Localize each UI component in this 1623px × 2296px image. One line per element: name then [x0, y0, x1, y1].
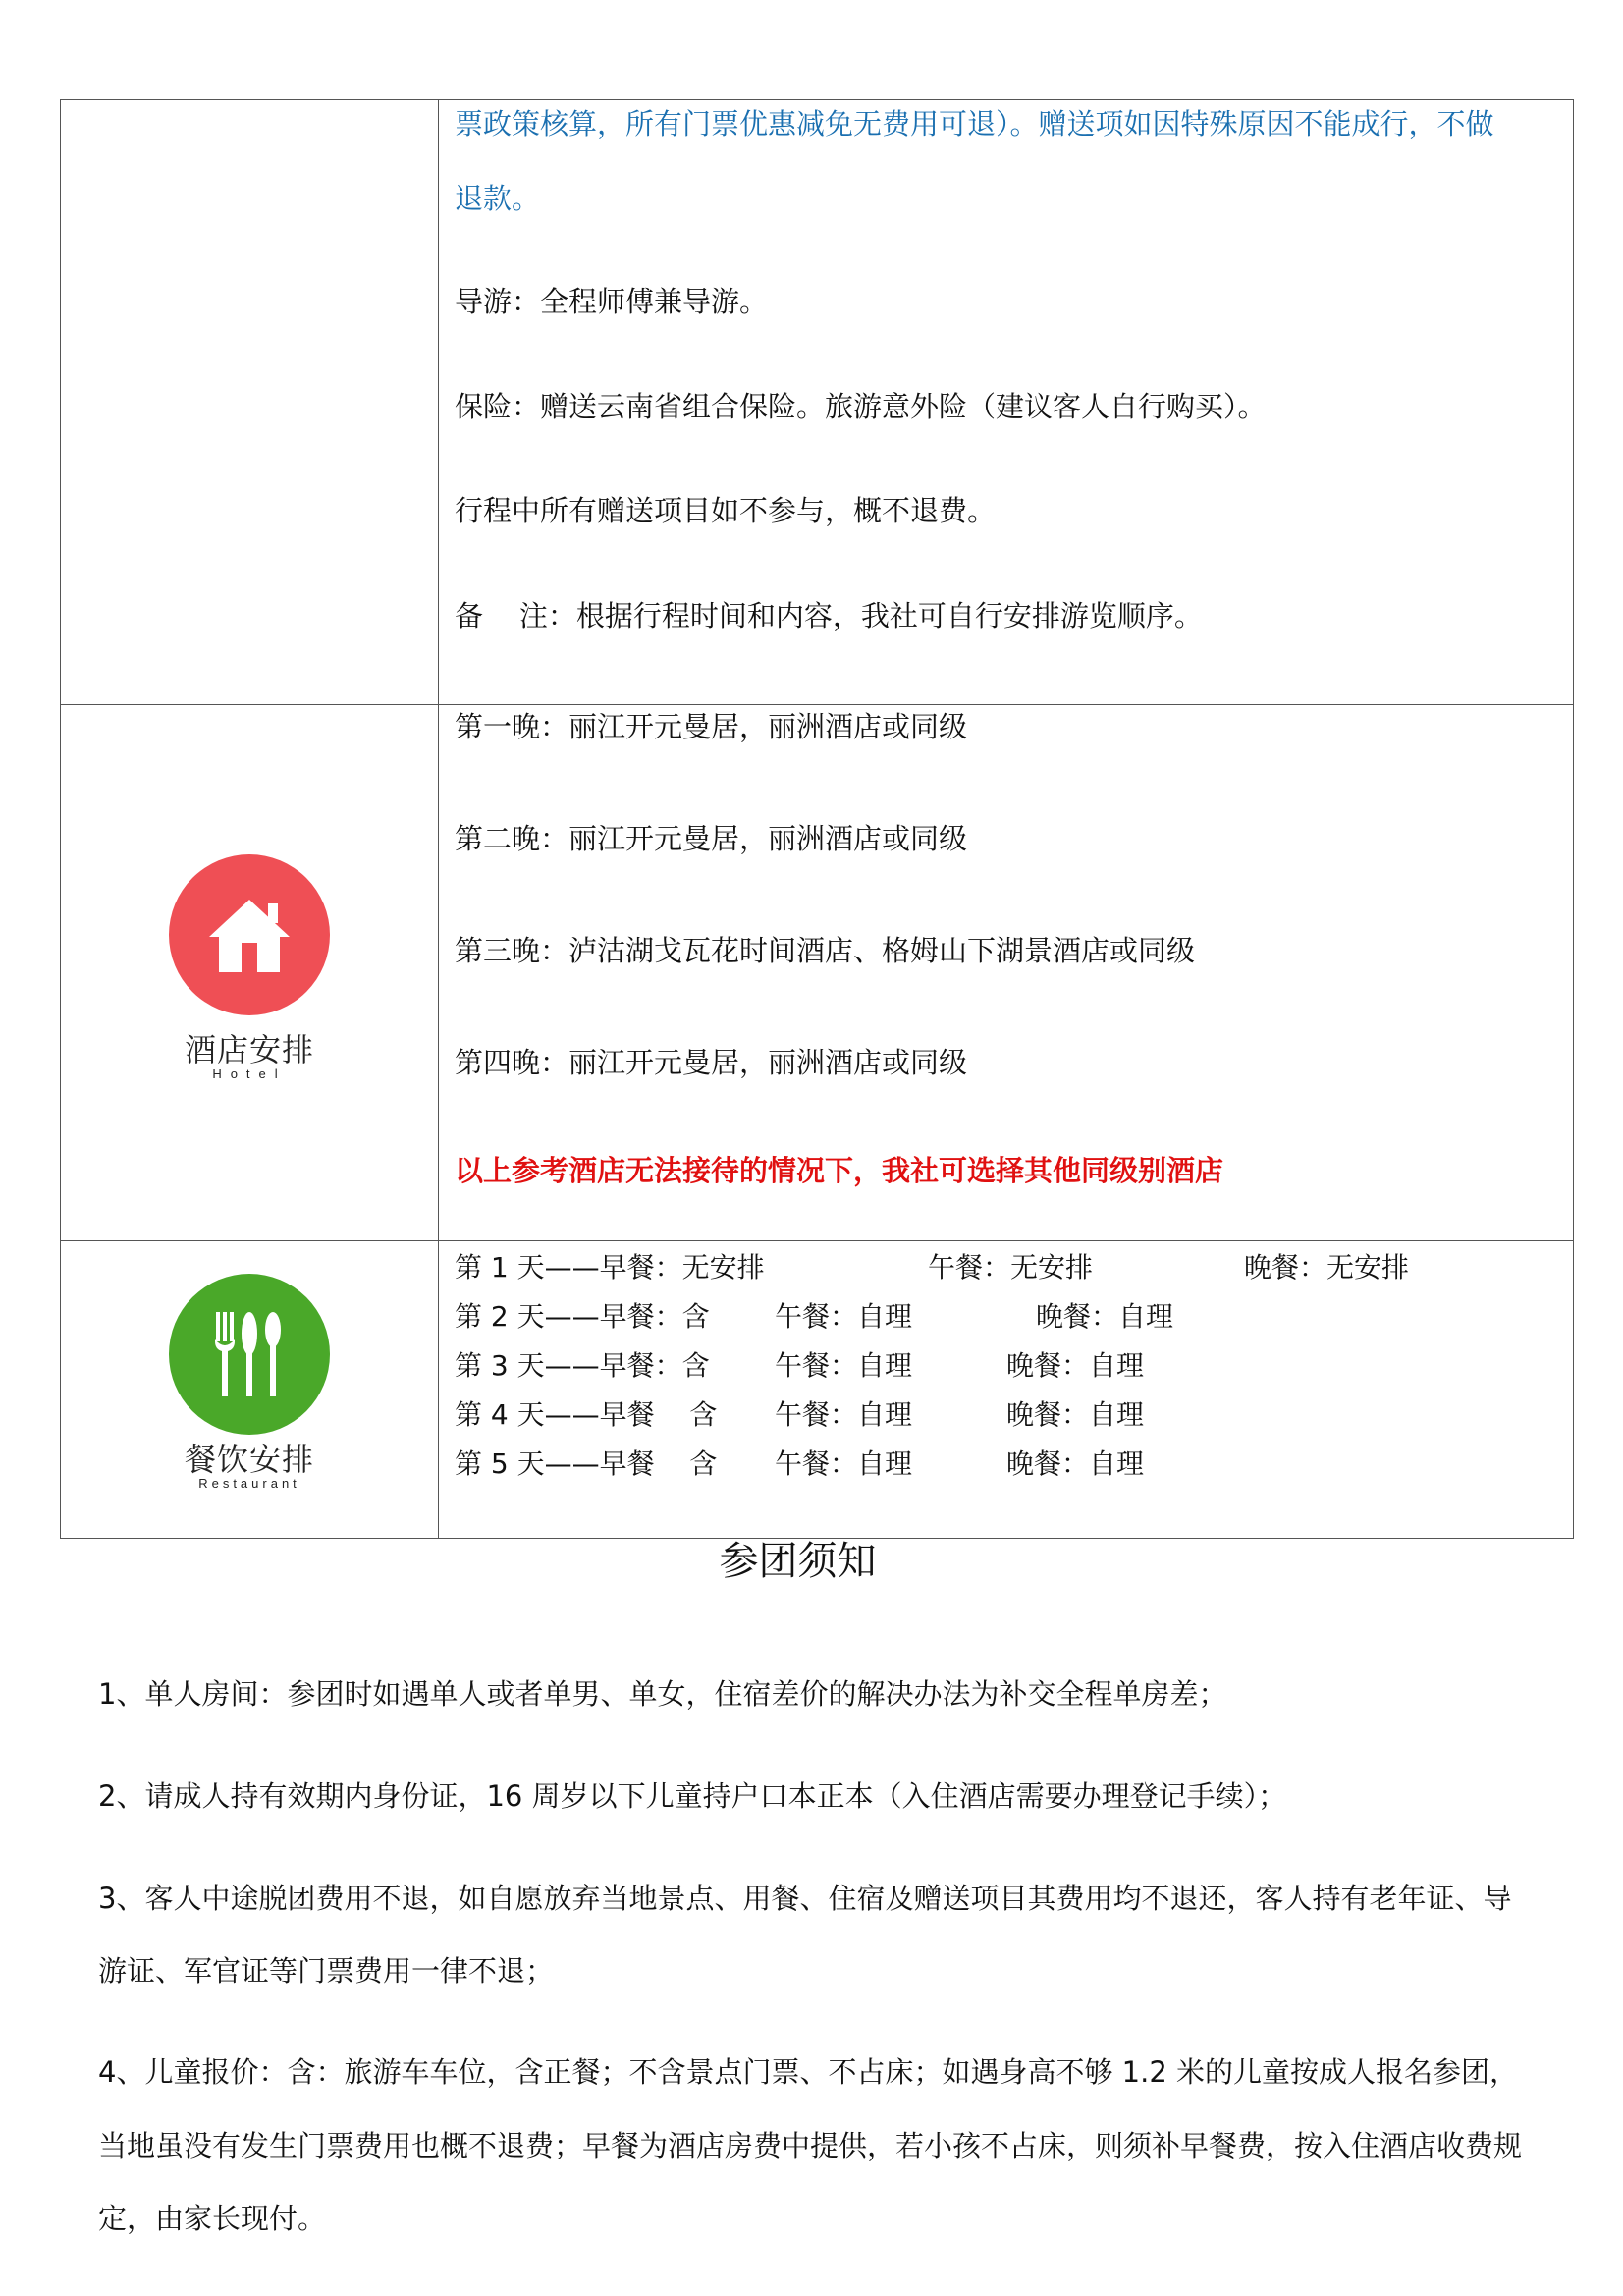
meal-day-row [455, 1292, 1573, 1341]
meal-lunch: 午餐：自理 [775, 1448, 913, 1480]
hotel-night: 第三晚：泸沽湖戈瓦花时间酒店、格姆山下湖景酒店或同级 [455, 934, 1196, 967]
note-line: 3、客人中途脱团费用不退，如自愿放弃当地景点、用餐、住宿及赠送项目其费用均不退还，客人持有老年证、导 [98, 1882, 1512, 1915]
meal-dinner: 晚餐：自理 [1006, 1398, 1145, 1431]
meal-dinner: 晚餐：无安排 [1244, 1251, 1410, 1284]
meal-breakfast: 第 2 天——早餐：含 [455, 1300, 710, 1333]
policy-line: 票政策核算，所有门票优惠减免无费用可退）。赠送项如因特殊原因不能成行，不做 [455, 107, 1494, 140]
utensils-icon [169, 1274, 330, 1435]
hotel-notice: 以上参考酒店无法接待的情况下，我社可选择其他同级别酒店 [455, 1154, 1224, 1187]
meals-label-en: Restaurant [198, 1476, 300, 1491]
meal-day-row [455, 1440, 1573, 1489]
note-line: 2、请成人持有效期内身份证，16 周岁以下儿童持户口本正本（入住酒店需要办理登记手续）； [98, 1779, 1287, 1813]
meal-lunch: 午餐：自理 [775, 1300, 913, 1333]
hotel-label: 酒店安排 [184, 1031, 314, 1068]
guide-line: 导游：全程师傅兼导游。 [455, 285, 769, 318]
hotel-icon-cell [61, 705, 439, 1241]
hotel-night: 第二晚：丽江开元曼居，丽洲酒店或同级 [455, 822, 968, 855]
meal-day-row [455, 1391, 1573, 1440]
itinerary-tail-cell [439, 100, 1574, 705]
remark-line: 备 注：根据行程时间和内容，我社可自行安排游览顺序。 [455, 599, 1203, 632]
meal-dinner: 晚餐：自理 [1036, 1300, 1174, 1333]
note-line: 4、儿童报价：含：旅游车车位，含正餐；不含景点门票、不占床；如遇身高不够 1.2 米的儿童按成人报名参团， [98, 2055, 1519, 2089]
meal-dinner: 晚餐：自理 [1006, 1349, 1145, 1382]
house-icon [169, 854, 330, 1015]
meal-breakfast: 第 4 天——早餐 含 [455, 1398, 718, 1431]
note-line: 游证、军官证等门票费用一律不退； [98, 1954, 555, 1988]
meals-row [61, 1241, 1574, 1539]
insurance-line: 保险：赠送云南省组合保险。旅游意外险（建议客人自行购买）。 [455, 390, 1267, 423]
meals-list-cell [439, 1241, 1574, 1539]
hotel-night: 第一晚：丽江开元曼居，丽洲酒店或同级 [455, 710, 968, 743]
itinerary-table [60, 99, 1574, 1539]
meal-day-row [455, 1341, 1573, 1391]
meal-lunch: 午餐：自理 [775, 1349, 913, 1382]
policy-line: 退款。 [455, 182, 541, 215]
note-line: 当地虽没有发生门票费用也概不退费；早餐为酒店房费中提供，若小孩不占床，则须补早餐费，按入住酒店收费规 [98, 2129, 1523, 2162]
note-line: 1、单人房间：参团时如遇单人或者单男、单女，住宿差价的解决办法为补交全程单房差； [98, 1677, 1227, 1711]
meal-breakfast: 第 1 天——早餐：无安排 [455, 1251, 765, 1284]
meals-icon-cell [61, 1241, 439, 1539]
meal-lunch: 午餐：无安排 [928, 1251, 1094, 1284]
hotel-label-en: Hotel [212, 1066, 287, 1081]
meals-label: 餐饮安排 [184, 1441, 314, 1478]
hotel-night: 第四晚：丽江开元曼居，丽洲酒店或同级 [455, 1046, 968, 1079]
meal-day-row [455, 1243, 1573, 1292]
gift-line: 行程中所有赠送项目如不参与，概不退费。 [455, 494, 997, 527]
meal-lunch: 午餐：自理 [775, 1398, 913, 1431]
meal-breakfast: 第 3 天——早餐：含 [455, 1349, 710, 1382]
hotel-row [61, 705, 1574, 1241]
meal-breakfast: 第 5 天——早餐 含 [455, 1448, 718, 1480]
meal-dinner: 晚餐：自理 [1006, 1448, 1145, 1480]
empty-cell [61, 100, 439, 705]
note-line: 定，由家长现付。 [98, 2202, 327, 2235]
notes-title: 参团须知 [719, 1539, 877, 1584]
itinerary-tail-row [61, 100, 1574, 705]
hotel-list-cell [439, 705, 1574, 1241]
